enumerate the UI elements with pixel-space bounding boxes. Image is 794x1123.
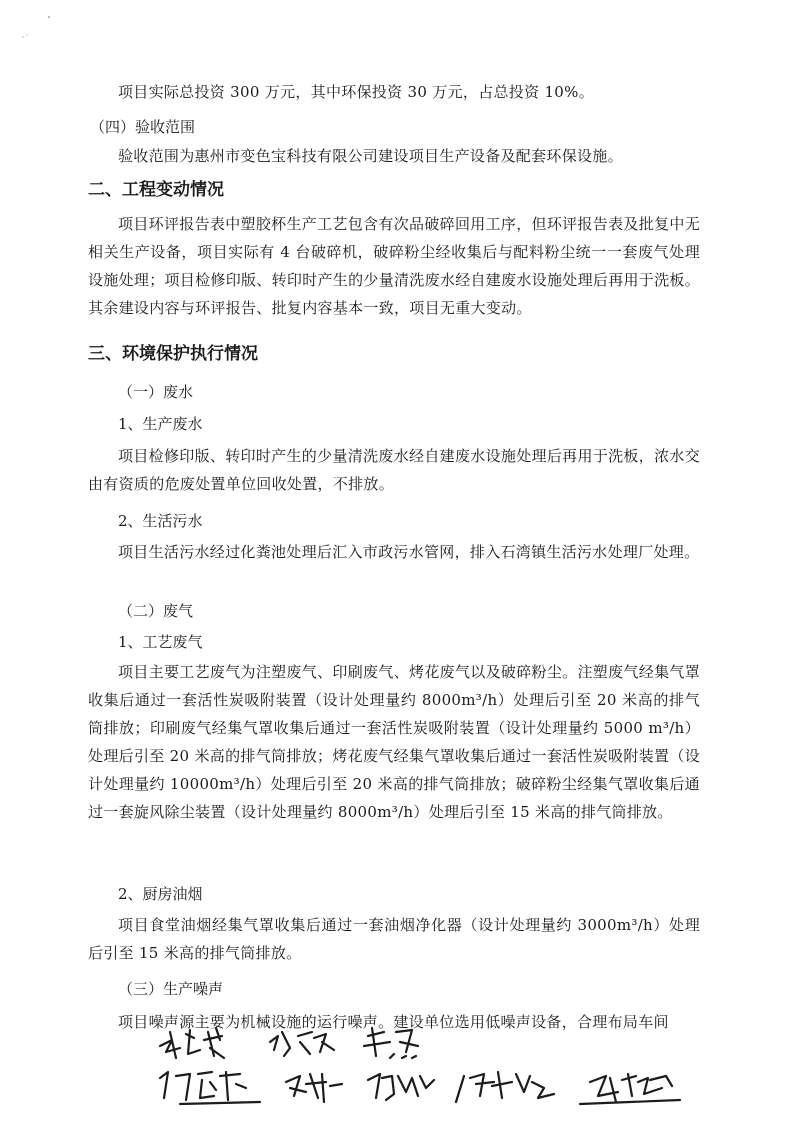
investment-paragraph: 项目实际总投资 300 万元，其中环保投资 30 万元，占总投资 10%。 bbox=[118, 83, 594, 101]
domestic-sewage-subheading: 2、生活污水 bbox=[118, 512, 203, 530]
signature-5 bbox=[286, 1074, 342, 1102]
exhaust-gas-subheading: （二）废气 bbox=[118, 602, 194, 620]
signature-2 bbox=[270, 1032, 334, 1056]
signature-6 bbox=[368, 1074, 434, 1100]
domestic-sewage-paragraph: 项目生活污水经过化粪池处理后汇入市政污水管网，排入石湾镇生活污水处理厂处理。 bbox=[118, 543, 700, 561]
signature-1 bbox=[160, 1028, 224, 1058]
production-wastewater-paragraph: 项目检修印版、转印时产生的少量清洗废水经自建废水设施处理后再用于洗板，浓水交由有资质的危废处置单位回收处置，不排放。 bbox=[88, 447, 700, 493]
signature-4 bbox=[160, 1072, 260, 1104]
signature-block bbox=[150, 1018, 710, 1118]
noise-paragraph: 项目噪声源主要为机械设施的运行噪声。建设单位选用低噪声设备，合理布局车间 bbox=[118, 1013, 669, 1031]
process-gas-subheading: 1、工艺废气 bbox=[118, 633, 203, 651]
noise-subheading: （三）生产噪声 bbox=[118, 980, 224, 998]
section-heading-env-protection: 三、环境保护执行情况 bbox=[88, 344, 258, 364]
scan-specks bbox=[0, 0, 60, 60]
changes-paragraph: 项目环评报告表中塑胶杯生产工艺包含有次品破碎回用工序，但环评报告表及批复中无相关生产设备，项目实际有 4 台破碎机，破碎粉尘经收集后与配料粉尘统一一套废气处理设施处理；项目检修印版、转印时产生的少量清洗废水经自建废水设施处理后再用于洗板。其余建设内容与环评报告、批复内容基本一致，项目无重大变动。 bbox=[88, 215, 701, 317]
kitchen-fumes-subheading: 2、厨房油烟 bbox=[118, 885, 203, 903]
wastewater-subheading: （一）废水 bbox=[118, 383, 194, 401]
scope-paragraph: 验收范围为惠州市变色宝科技有限公司建设项目生产设备及配套环保设施。 bbox=[118, 147, 623, 165]
signature-3 bbox=[364, 1028, 418, 1058]
production-wastewater-subheading: 1、生产废水 bbox=[118, 415, 203, 433]
signature-7 bbox=[456, 1072, 554, 1102]
section-heading-changes: 二、工程变动情况 bbox=[88, 180, 224, 200]
process-gas-paragraph: 项目主要工艺废气为注塑废气、印刷废气、烤花废气以及破碎粉尘。注塑废气经集气罩收集后通过一套活性炭吸附装置（设计处理量约 8000m³/h）处理后引至 20 米高的排气筒排放；印刷废气经集气罩收集后通过一套活性炭吸附装置（设计处理量约 5000 m³/h）处理后引至 20 米高的排气筒排放；烤花废气经集气罩收集后通过一套活性炭吸附装置（设计处理量约 10000m³/h）处理后引至 20 米高的排气筒排放；破碎粉尘经集气罩收集后通过一套旋风除尘装置（设计处理量约 8000m³/h）处理后引至 15 米高的排气筒排放。 bbox=[88, 663, 700, 821]
signature-8 bbox=[580, 1074, 680, 1104]
kitchen-fumes-paragraph: 项目食堂油烟经集气罩收集后通过一套油烟净化器（设计处理量约 3000m³/h）处理后引至 15 米高的排气筒排放。 bbox=[88, 916, 700, 962]
scope-subheading: （四）验收范围 bbox=[90, 118, 196, 136]
